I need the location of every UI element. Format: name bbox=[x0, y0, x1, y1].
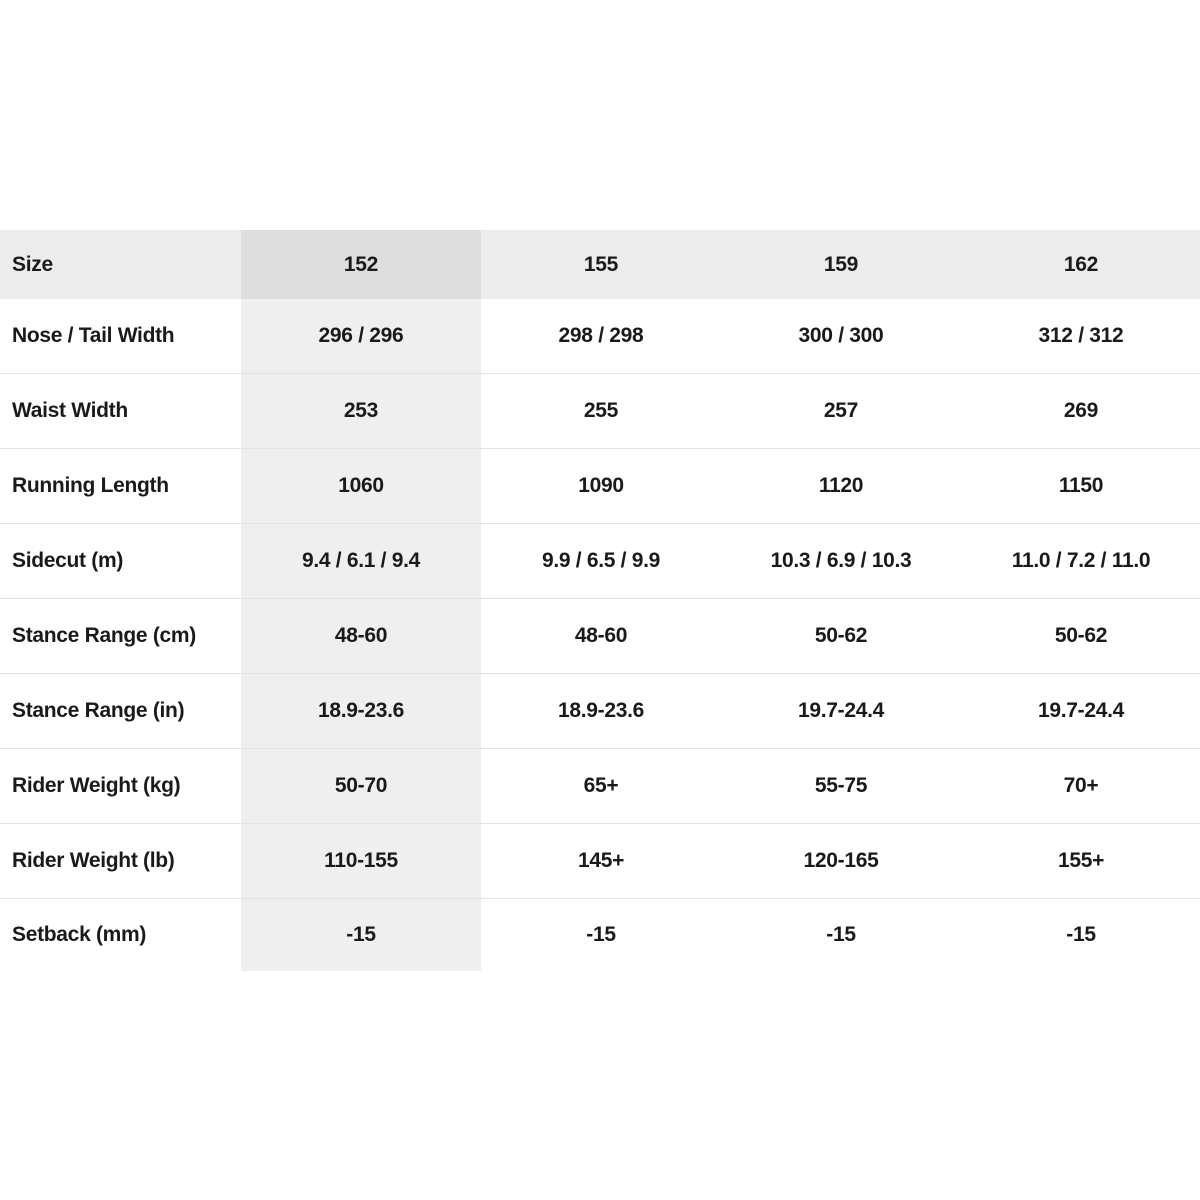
header-row bbox=[0, 230, 1200, 299]
column-header-size: 155 bbox=[481, 230, 721, 299]
size-chart-table bbox=[0, 230, 1200, 971]
table-row bbox=[0, 749, 1200, 824]
row-label: Rider Weight (kg) bbox=[0, 749, 241, 824]
table-cell: 48-60 bbox=[481, 599, 721, 674]
table-cell: 9.9 / 6.5 / 9.9 bbox=[481, 524, 721, 599]
table-row bbox=[0, 899, 1200, 972]
table-row bbox=[0, 449, 1200, 524]
table-row bbox=[0, 599, 1200, 674]
table-row bbox=[0, 524, 1200, 599]
row-label: Rider Weight (lb) bbox=[0, 824, 241, 899]
table-cell: 11.0 / 7.2 / 11.0 bbox=[961, 524, 1200, 599]
row-label: Running Length bbox=[0, 449, 241, 524]
column-header-size: 152 bbox=[241, 230, 481, 299]
table-cell: 50-62 bbox=[961, 599, 1200, 674]
table-cell: -15 bbox=[826, 923, 856, 946]
table-cell: 1090 bbox=[481, 449, 721, 524]
table-cell: 1060 bbox=[241, 449, 481, 524]
table-cell: -15 bbox=[241, 899, 481, 972]
table-cell: 9.4 / 6.1 / 9.4 bbox=[241, 524, 481, 599]
table-cell: 155+ bbox=[961, 824, 1200, 899]
table-row bbox=[0, 374, 1200, 449]
table-cell: 110-155 bbox=[241, 824, 481, 899]
table-cell: 296 / 296 bbox=[241, 299, 481, 374]
table-cell: 1150 bbox=[961, 449, 1200, 524]
table-cell: 50-70 bbox=[241, 749, 481, 824]
table-cell: 65+ bbox=[481, 749, 721, 824]
table-cell: 145+ bbox=[481, 824, 721, 899]
table-cell: 48-60 bbox=[241, 599, 481, 674]
table-cell: 120-165 bbox=[721, 824, 961, 899]
table-cell: 10.3 / 6.9 / 10.3 bbox=[721, 524, 961, 599]
table-cell: 312 / 312 bbox=[961, 299, 1200, 374]
table-cell: 298 / 298 bbox=[481, 299, 721, 374]
table-cell: 19.7-24.4 bbox=[961, 674, 1200, 749]
row-label: Setback (mm) bbox=[12, 923, 147, 946]
table-cell: 269 bbox=[961, 374, 1200, 449]
table-row bbox=[0, 674, 1200, 749]
table-cell: 70+ bbox=[961, 749, 1200, 824]
table-cell: 300 / 300 bbox=[721, 299, 961, 374]
table-cell: 18.9-23.6 bbox=[241, 674, 481, 749]
table-cell: 257 bbox=[721, 374, 961, 449]
table-cell: 55-75 bbox=[721, 749, 961, 824]
row-label: Stance Range (in) bbox=[0, 674, 241, 749]
table-cell: 1120 bbox=[721, 449, 961, 524]
table-cell: -15 bbox=[586, 923, 616, 946]
column-header-size: 162 bbox=[961, 230, 1200, 299]
header-label-size: Size bbox=[0, 230, 241, 299]
row-label: Nose / Tail Width bbox=[0, 299, 241, 374]
table-cell: 18.9-23.6 bbox=[481, 674, 721, 749]
column-header-size: 159 bbox=[721, 230, 961, 299]
table-cell: 255 bbox=[481, 374, 721, 449]
row-label: Stance Range (cm) bbox=[0, 599, 241, 674]
table-row bbox=[0, 299, 1200, 374]
row-label: Sidecut (m) bbox=[0, 524, 241, 599]
table-cell: 253 bbox=[241, 374, 481, 449]
table-cell: -15 bbox=[1066, 923, 1096, 946]
row-label: Waist Width bbox=[0, 374, 241, 449]
table-cell: 50-62 bbox=[721, 599, 961, 674]
table-cell: 19.7-24.4 bbox=[721, 674, 961, 749]
table-row bbox=[0, 824, 1200, 899]
